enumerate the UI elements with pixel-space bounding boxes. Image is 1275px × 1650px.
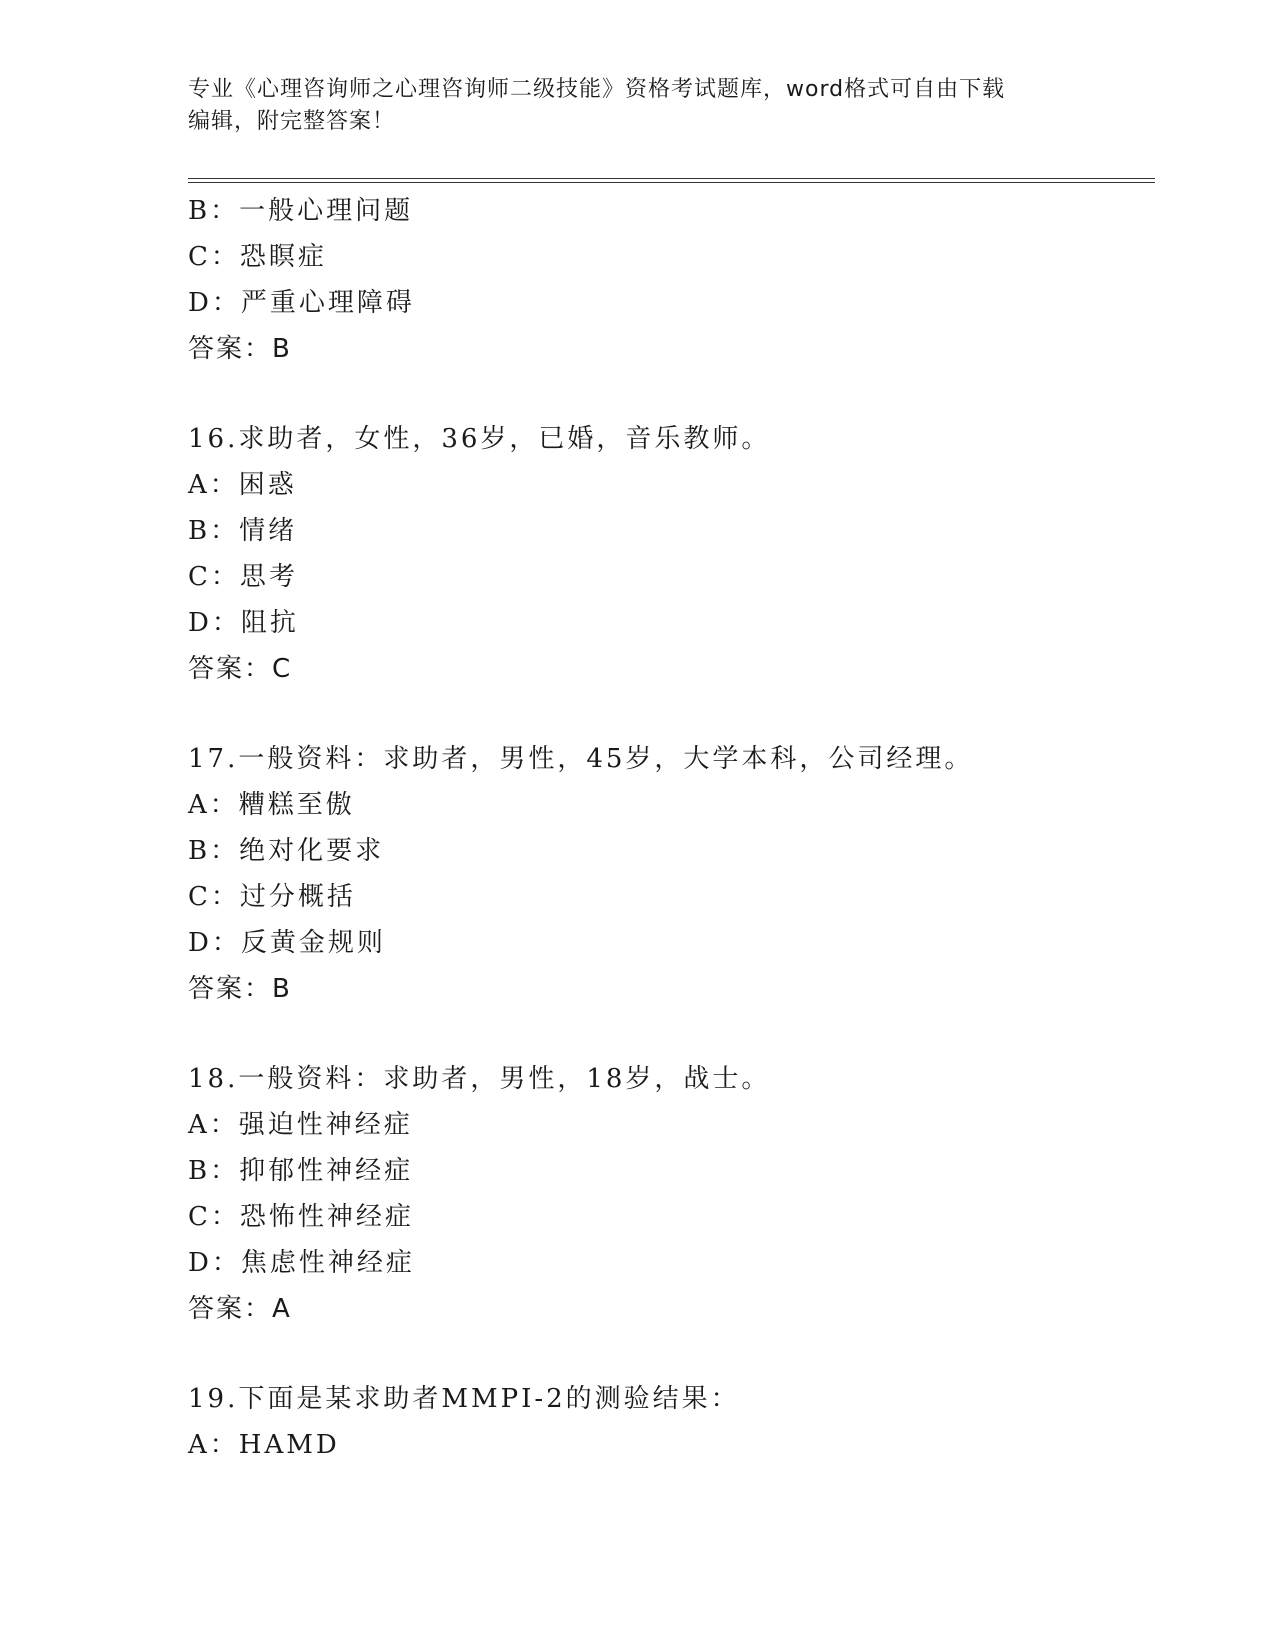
question-block-17 bbox=[188, 736, 1148, 1012]
answer: 答案：A bbox=[188, 1294, 292, 1324]
option-b: B：抑郁性神经症 bbox=[188, 1156, 414, 1186]
answer: 答案：B bbox=[188, 334, 292, 364]
option-d: D：焦虑性神经症 bbox=[188, 1248, 415, 1278]
spacer bbox=[188, 372, 1148, 416]
option-d: D：严重心理障碍 bbox=[188, 288, 415, 318]
option-b: B：绝对化要求 bbox=[188, 836, 385, 866]
option-b: B：一般心理问题 bbox=[188, 196, 414, 226]
question-stem: 19.下面是某求助者MMPI-2的测验结果： bbox=[188, 1384, 740, 1414]
question-stem: 16.求助者，女性，36岁，已婚，音乐教师。 bbox=[188, 424, 771, 454]
header-divider-top bbox=[188, 178, 1155, 179]
question-block-15-continued bbox=[188, 188, 1148, 372]
option-d: D：阻抗 bbox=[188, 608, 299, 638]
header-line-1: 专业《心理咨询师之心理咨询师二级技能》资格考试题库，word格式可自由下载 bbox=[188, 77, 1006, 102]
document-header bbox=[188, 74, 1068, 138]
question-stem: 17.一般资料：求助者，男性，45岁，大学本科，公司经理。 bbox=[188, 744, 974, 774]
option-a: A：强迫性神经症 bbox=[188, 1110, 413, 1140]
option-c: C：恐瞑症 bbox=[188, 242, 327, 272]
question-list bbox=[188, 188, 1148, 1468]
answer: 答案：B bbox=[188, 974, 292, 1004]
option-a: A：HAMD bbox=[188, 1430, 340, 1460]
option-a: A：糟糕至傲 bbox=[188, 790, 355, 820]
header-divider-bottom bbox=[188, 182, 1155, 183]
option-c: C：过分概括 bbox=[188, 882, 356, 912]
spacer bbox=[188, 692, 1148, 736]
option-d: D：反黄金规则 bbox=[188, 928, 386, 958]
answer: 答案：C bbox=[188, 654, 293, 684]
question-block-16 bbox=[188, 416, 1148, 692]
option-a: A：困惑 bbox=[188, 470, 297, 500]
question-block-19 bbox=[188, 1376, 1148, 1468]
question-stem: 18.一般资料：求助者，男性，18岁，战士。 bbox=[188, 1064, 771, 1094]
option-c: C：恐怖性神经症 bbox=[188, 1202, 414, 1232]
option-c: C：思考 bbox=[188, 562, 298, 592]
header-line-2: 编辑，附完整答案！ bbox=[188, 109, 396, 134]
option-b: B：情绪 bbox=[188, 516, 298, 546]
question-block-18 bbox=[188, 1056, 1148, 1332]
spacer bbox=[188, 1332, 1148, 1376]
spacer bbox=[188, 1012, 1148, 1056]
